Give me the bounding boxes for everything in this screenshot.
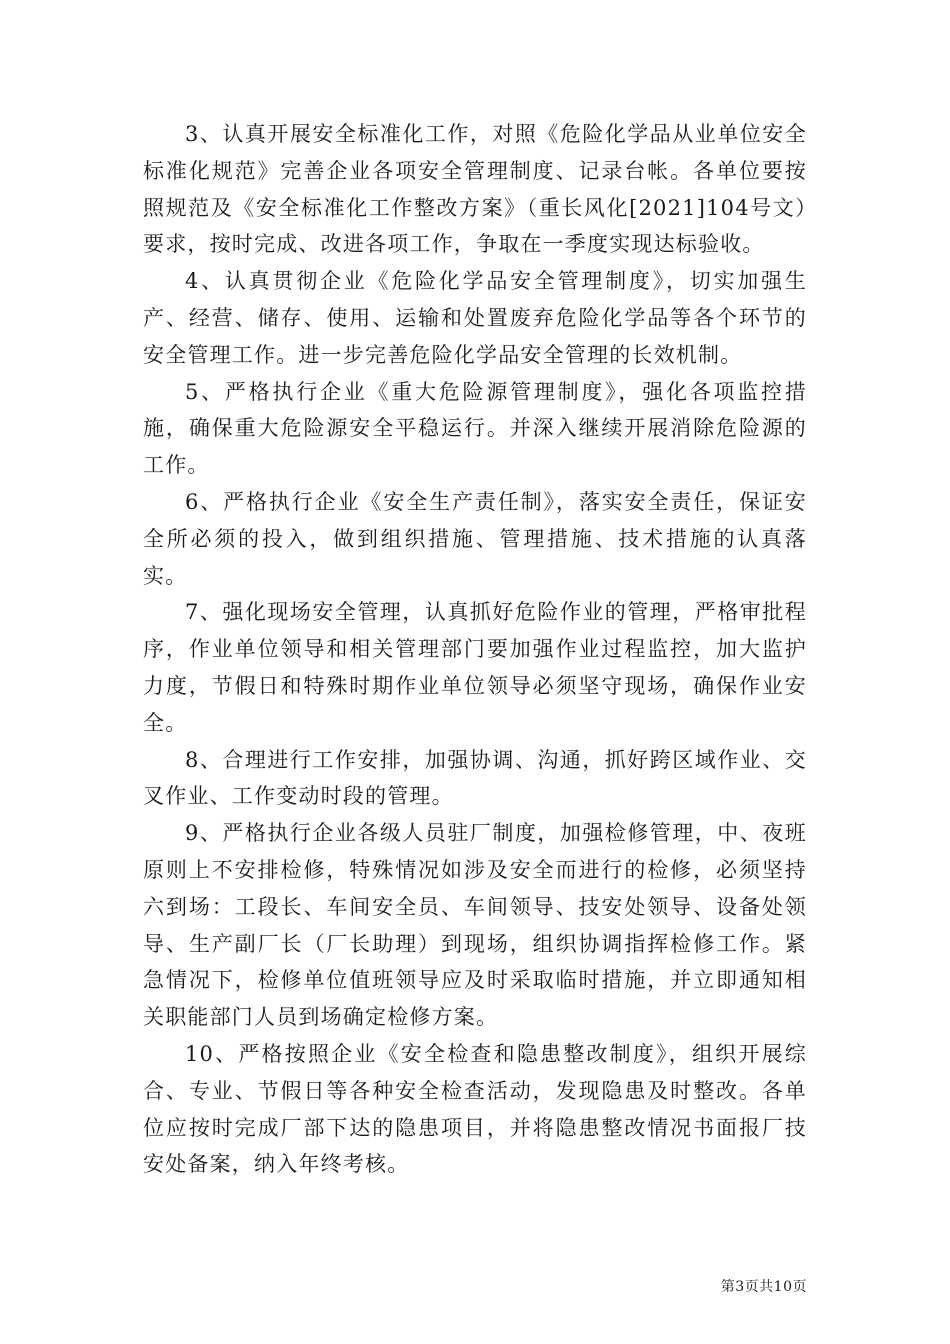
- paragraph-item-5: 5、严格执行企业《重大危险源管理制度》，强化各项监控措施，确保重大危险源安全平稳运行。并深入继续开展消除危险源的工作。: [143, 379, 807, 478]
- paragraph-item-6: 6、严格执行企业《安全生产责任制》，落实安全责任，保证安全所必须的投入，做到组织措施、管理措施、技术措施的认真落实。: [143, 489, 807, 588]
- paragraph-item-8: 8、合理进行工作安排，加强协调、沟通，抓好跨区域作业、交叉作业、工作变动时段的管理。: [143, 747, 807, 809]
- paragraph-item-7: 7、强化现场安全管理，认真抓好危险作业的管理，严格审批程序，作业单位领导和相关管理部门要加强作业过程监控，加大监护力度，节假日和特殊时期作业单位领导必须坚守现场，确保作业安全。: [143, 600, 807, 735]
- page-number: 第3页共10页: [720, 1279, 807, 1295]
- paragraph-item-10: 10、严格按照企业《安全检查和隐患整改制度》，组织开展综合、专业、节假日等各种安全检查活动，发现隐患及时整改。各单位应按时完成厂部下达的隐患项目，并将隐患整改情况书面报厂技安处备案，纳入年终考核。: [143, 1041, 807, 1177]
- paragraph-item-4: 4、认真贯彻企业《危险化学品安全管理制度》，切实加强生产、经营、储存、使用、运输和处置废弃危险化学品等各个环节的安全管理工作。进一步完善危险化学品安全管理的长效机制。: [143, 269, 807, 367]
- document-body: [143, 116, 807, 1183]
- paragraph-item-3: 3、认真开展安全标准化工作，对照《危险化学品从业单位安全标准化规范》完善企业各项安全管理制度、记录台帐。各单位要按照规范及《安全标准化工作整改方案》（重长风化[2021]104号文）要求，按时完成、改进各项工作，争取在一季度实现达标验收。: [143, 122, 807, 257]
- paragraph-item-9: 9、严格执行企业各级人员驻厂制度，加强检修管理，中、夜班原则上不安排检修，特殊情况如涉及安全而进行的检修，必须坚持六到场：工段长、车间安全员、车间领导、技安处领导、设备处领导、生产副厂长（厂长助理）到现场，组织协调指挥检修工作。紧急情况下，检修单位值班领导应及时采取临时措施，并立即通知相关职能部门人员到场确定检修方案。: [143, 821, 807, 1030]
